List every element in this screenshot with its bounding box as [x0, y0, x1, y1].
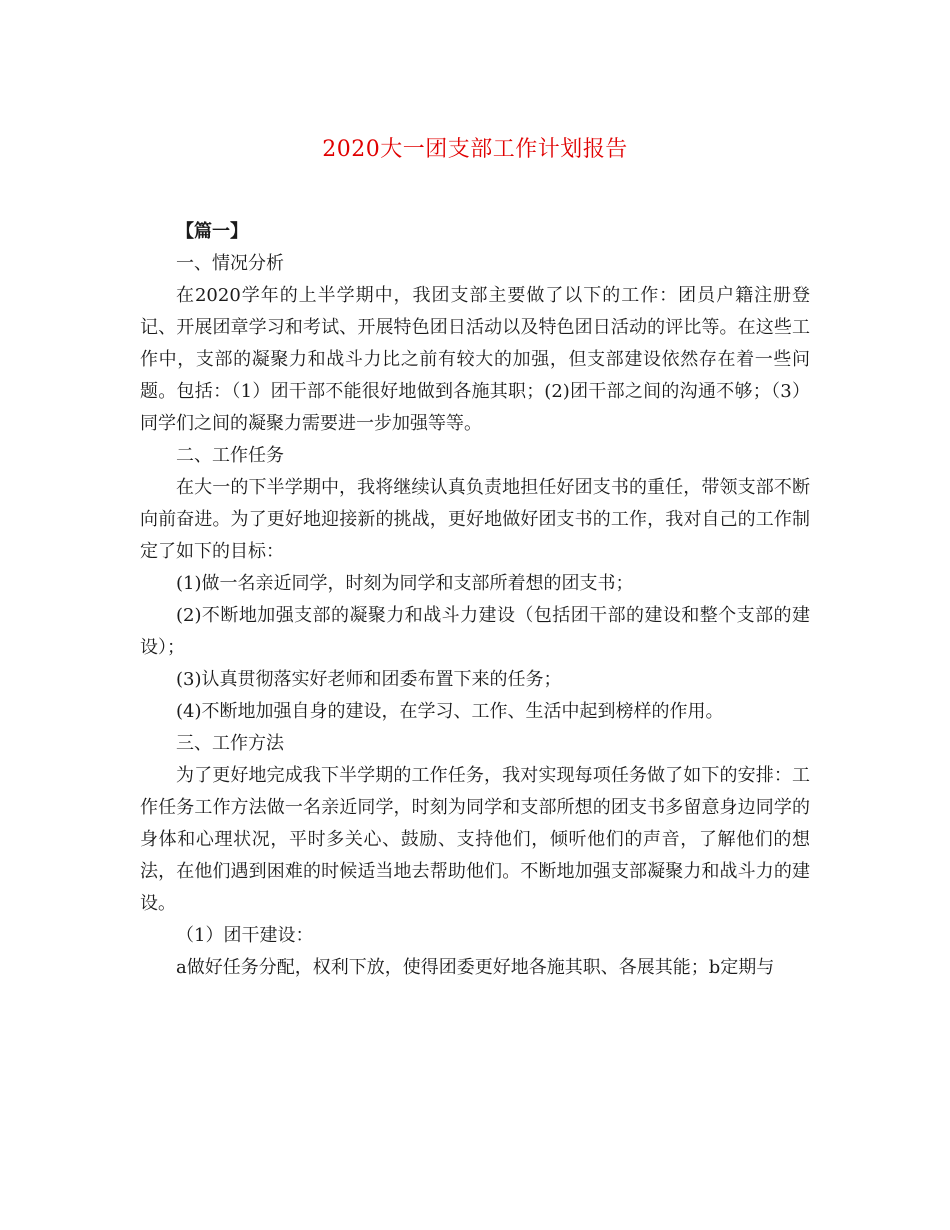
document-title: 2020大一团支部工作计划报告 [322, 137, 628, 162]
paragraph-situation: 在2020学年的上半学期中，我团支部主要做了以下的工作：团员户籍注册登记、开展团章学习和考试、开展特色团日活动以及特色团日活动的评比等。在这些工作中，支部的凝聚力和战斗力比之前有较大的加强，但支部建设依然存在着一些问题。包括：（1）团干部不能很好地做到各施其职；(2)团干部之间的沟通不够；（3）同学们之间的凝聚力需要进一步加强等等。 [140, 285, 810, 434]
list-item-goal-4: (4)不断地加强自身的建设，在学习、工作、生活中起到榜样的作用。 [176, 701, 724, 722]
paragraph-methods: 为了更好地完成我下半学期的工作任务，我对实现每项任务做了如下的安排：工作任务工作方法做一名亲近同学，时刻为同学和支部所想的团支书多留意身边同学的身体和心理状况，平时多关心、鼓励、支持他们，倾听他们的声音，了解他们的想法，在他们遇到困难的时候适当地去帮助他们。不断地加强支部凝聚力和战斗力的建设。 [140, 765, 810, 914]
heading-work-tasks: 二、工作任务 [176, 445, 284, 466]
subheading-cadre-building: （1）团干建设： [176, 925, 314, 946]
heading-work-methods: 三、工作方法 [176, 733, 284, 754]
list-item-goal-2: (2)不断地加强支部的凝聚力和战斗力建设（包括团干部的建设和整个支部的建设）； [140, 605, 810, 658]
paragraph-cadre-building: a做好任务分配，权利下放，使得团委更好地各施其职、各展其能；b定期与 [176, 957, 775, 978]
heading-situation-analysis: 一、情况分析 [176, 253, 284, 274]
document-body [140, 216, 810, 984]
list-item-goal-3: (3)认真贯彻落实好老师和团委布置下来的任务； [176, 669, 562, 690]
paragraph-tasks-intro: 在大一的下半学期中，我将继续认真负责地担任好团支书的重任，带领支部不断向前奋进。为了更好地迎接新的挑战，更好地做好团支书的工作，我对自己的工作制定了如下的目标： [140, 477, 810, 562]
section-marker: 【篇一】 [176, 221, 248, 242]
list-item-goal-1: (1)做一名亲近同学，时刻为同学和支部所着想的团支书； [176, 573, 634, 594]
